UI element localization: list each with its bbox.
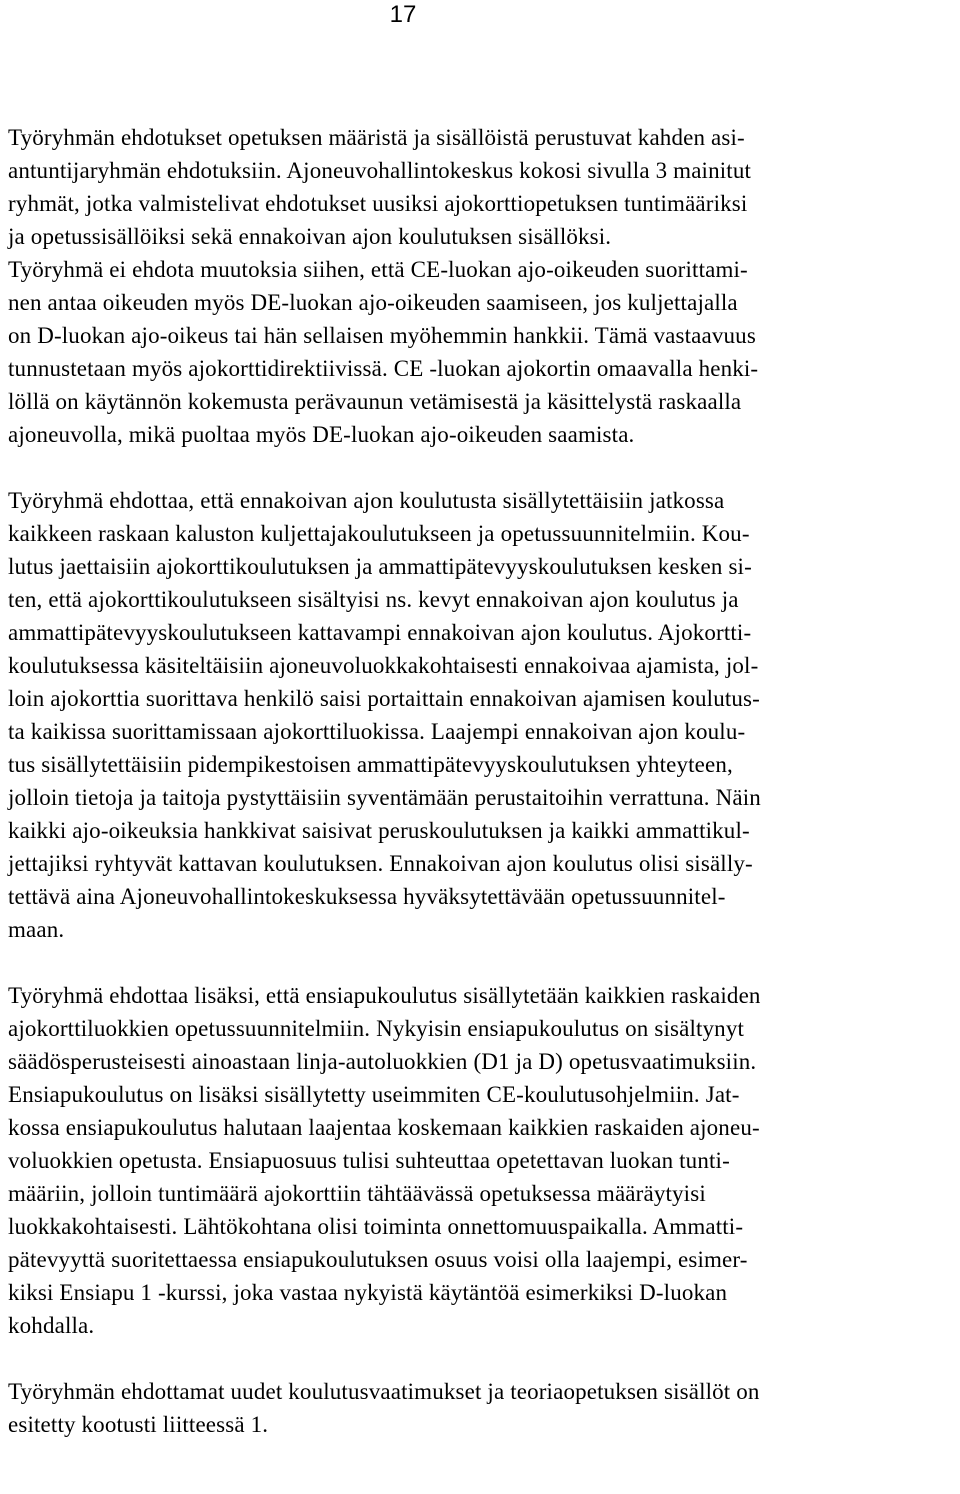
text-line: tunnustetaan myös ajokorttidirektiivissä. CE -luokan ajokortin omaavalla henki- <box>8 356 759 381</box>
text-line: nen antaa oikeuden myös DE-luokan ajo-oikeuden saamiseen, jos kuljettajalla <box>8 290 738 315</box>
paragraph-4 <box>8 1375 956 1441</box>
text-line: antuntijaryhmän ehdotuksiin. Ajoneuvohallintokeskus kokosi sivulla 3 mainitut <box>8 158 752 183</box>
text-line: jolloin tietoja ja taitoja pystyttäisiin syventämään perustaitoihin verrattuna. Näin <box>8 785 761 810</box>
text-line: loin ajokorttia suorittava henkilö saisi portaittain ennakoivan ajamisen koulutus- <box>8 686 760 711</box>
text-line: jettajiksi ryhtyvät kattavan koulutuksen. Ennakoivan ajon koulutus olisi sisälly- <box>8 851 753 876</box>
paragraph-1 <box>8 121 956 451</box>
text-line: esitetty kootusti liitteessä 1. <box>8 1412 269 1437</box>
text-line: Työryhmän ehdottamat uudet koulutusvaatimukset ja teoriaopetuksen sisällöt on <box>8 1379 760 1404</box>
text-line: kaikki ajo-oikeuksia hankkivat saisivat peruskoulutuksen ja kaikki ammattikul- <box>8 818 750 843</box>
text-line: ryhmät, jotka valmistelivat ehdotukset uusiksi ajokorttiopetuksen tuntimääriksi <box>8 191 748 216</box>
text-line: luokkakohtaisesti. Lähtökohtana olisi toiminta onnettomuuspaikalla. Ammatti- <box>8 1214 744 1239</box>
text-line: pätevyyttä suoritettaessa ensiapukoulutuksen osuus voisi olla laajempi, esimer- <box>8 1247 748 1272</box>
text-line: kaikkeen raskaan kaluston kuljettajakoulutukseen ja opetussuunnitelmiin. Kou- <box>8 521 750 546</box>
text-line: Työryhmä ehdottaa lisäksi, että ensiapukoulutus sisällytetään kaikkien raskaiden <box>8 983 761 1008</box>
text-line: määriin, jolloin tuntimäärä ajokorttiin tähtäävässä opetuksessa määräytyisi <box>8 1181 706 1206</box>
text-line: kohdalla. <box>8 1313 95 1338</box>
paragraph-3 <box>8 979 956 1342</box>
text-line: löllä on käytännön kokemusta perävaunun vetämisestä ja käsittelystä raskaalla <box>8 389 742 414</box>
text-line: kossa ensiapukoulutus halutaan laajentaa koskemaan kaikkien raskaiden ajoneu- <box>8 1115 760 1140</box>
text-line: ta kaikissa suorittamissaan ajokorttiluokissa. Laajempi ennakoivan ajon koulu- <box>8 719 746 744</box>
text-line: tettävä aina Ajoneuvohallintokeskuksessa hyväksytettävään opetussuunnitel- <box>8 884 726 909</box>
paragraph-2 <box>8 484 956 946</box>
text-line: lutus jaettaisiin ajokorttikoulutuksen ja ammattipätevyyskoulutuksen kesken si- <box>8 554 752 579</box>
text-line: kiksi Ensiapu 1 -kurssi, joka vastaa nykyistä käytäntöä esimerkiksi D-luokan <box>8 1280 728 1305</box>
text-line: ten, että ajokorttikoulutukseen sisältyisi ns. kevyt ennakoivan ajon koulutus ja <box>8 587 739 612</box>
text-line: Työryhmän ehdotukset opetuksen määristä ja sisällöistä perustuvat kahden asi- <box>8 125 745 150</box>
text-line: maan. <box>8 917 65 942</box>
text-line: voluokkien opetusta. Ensiapuosuus tulisi suhteuttaa opetettavan luokan tunti- <box>8 1148 730 1173</box>
text-line: tus sisällytettäisiin pidempikestoisen ammattipätevyyskoulutuksen yhteyteen, <box>8 752 733 777</box>
text-line: säädösperusteisesti ainoastaan linja-autoluokkien (D1 ja D) opetusvaatimuksiin. <box>8 1049 757 1074</box>
text-line: Työryhmä ei ehdota muutoksia siihen, että CE-luokan ajo-oikeuden suorittami- <box>8 257 748 282</box>
text-line: koulutuksessa käsiteltäisiin ajoneuvoluokkakohtaisesti ennakoivaa ajamista, jol- <box>8 653 759 678</box>
text-line: ja opetussisällöiksi sekä ennakoivan ajon koulutuksen sisällöksi. <box>8 224 612 249</box>
text-line: on D-luokan ajo-oikeus tai hän sellaisen myöhemmin hankkii. Tämä vastaavuus <box>8 323 756 348</box>
text-line: Ensiapukoulutus on lisäksi sisällytetty useimmiten CE-koulutusohjelmiin. Jat- <box>8 1082 740 1107</box>
text-line: ajokorttiluokkien opetussuunnitelmiin. Nykyisin ensiapukoulutus on sisältynyt <box>8 1016 745 1041</box>
text-line: ammattipätevyyskoulutukseen kattavampi ennakoivan ajon koulutus. Ajokortti- <box>8 620 752 645</box>
document-body <box>8 121 956 1441</box>
text-line: ajoneuvolla, mikä puoltaa myös DE-luokan ajo-oikeuden saamista. <box>8 422 635 447</box>
page-number: 17 <box>389 1 417 28</box>
text-line: Työryhmä ehdottaa, että ennakoivan ajon koulutusta sisällytettäisiin jatkossa <box>8 488 725 513</box>
